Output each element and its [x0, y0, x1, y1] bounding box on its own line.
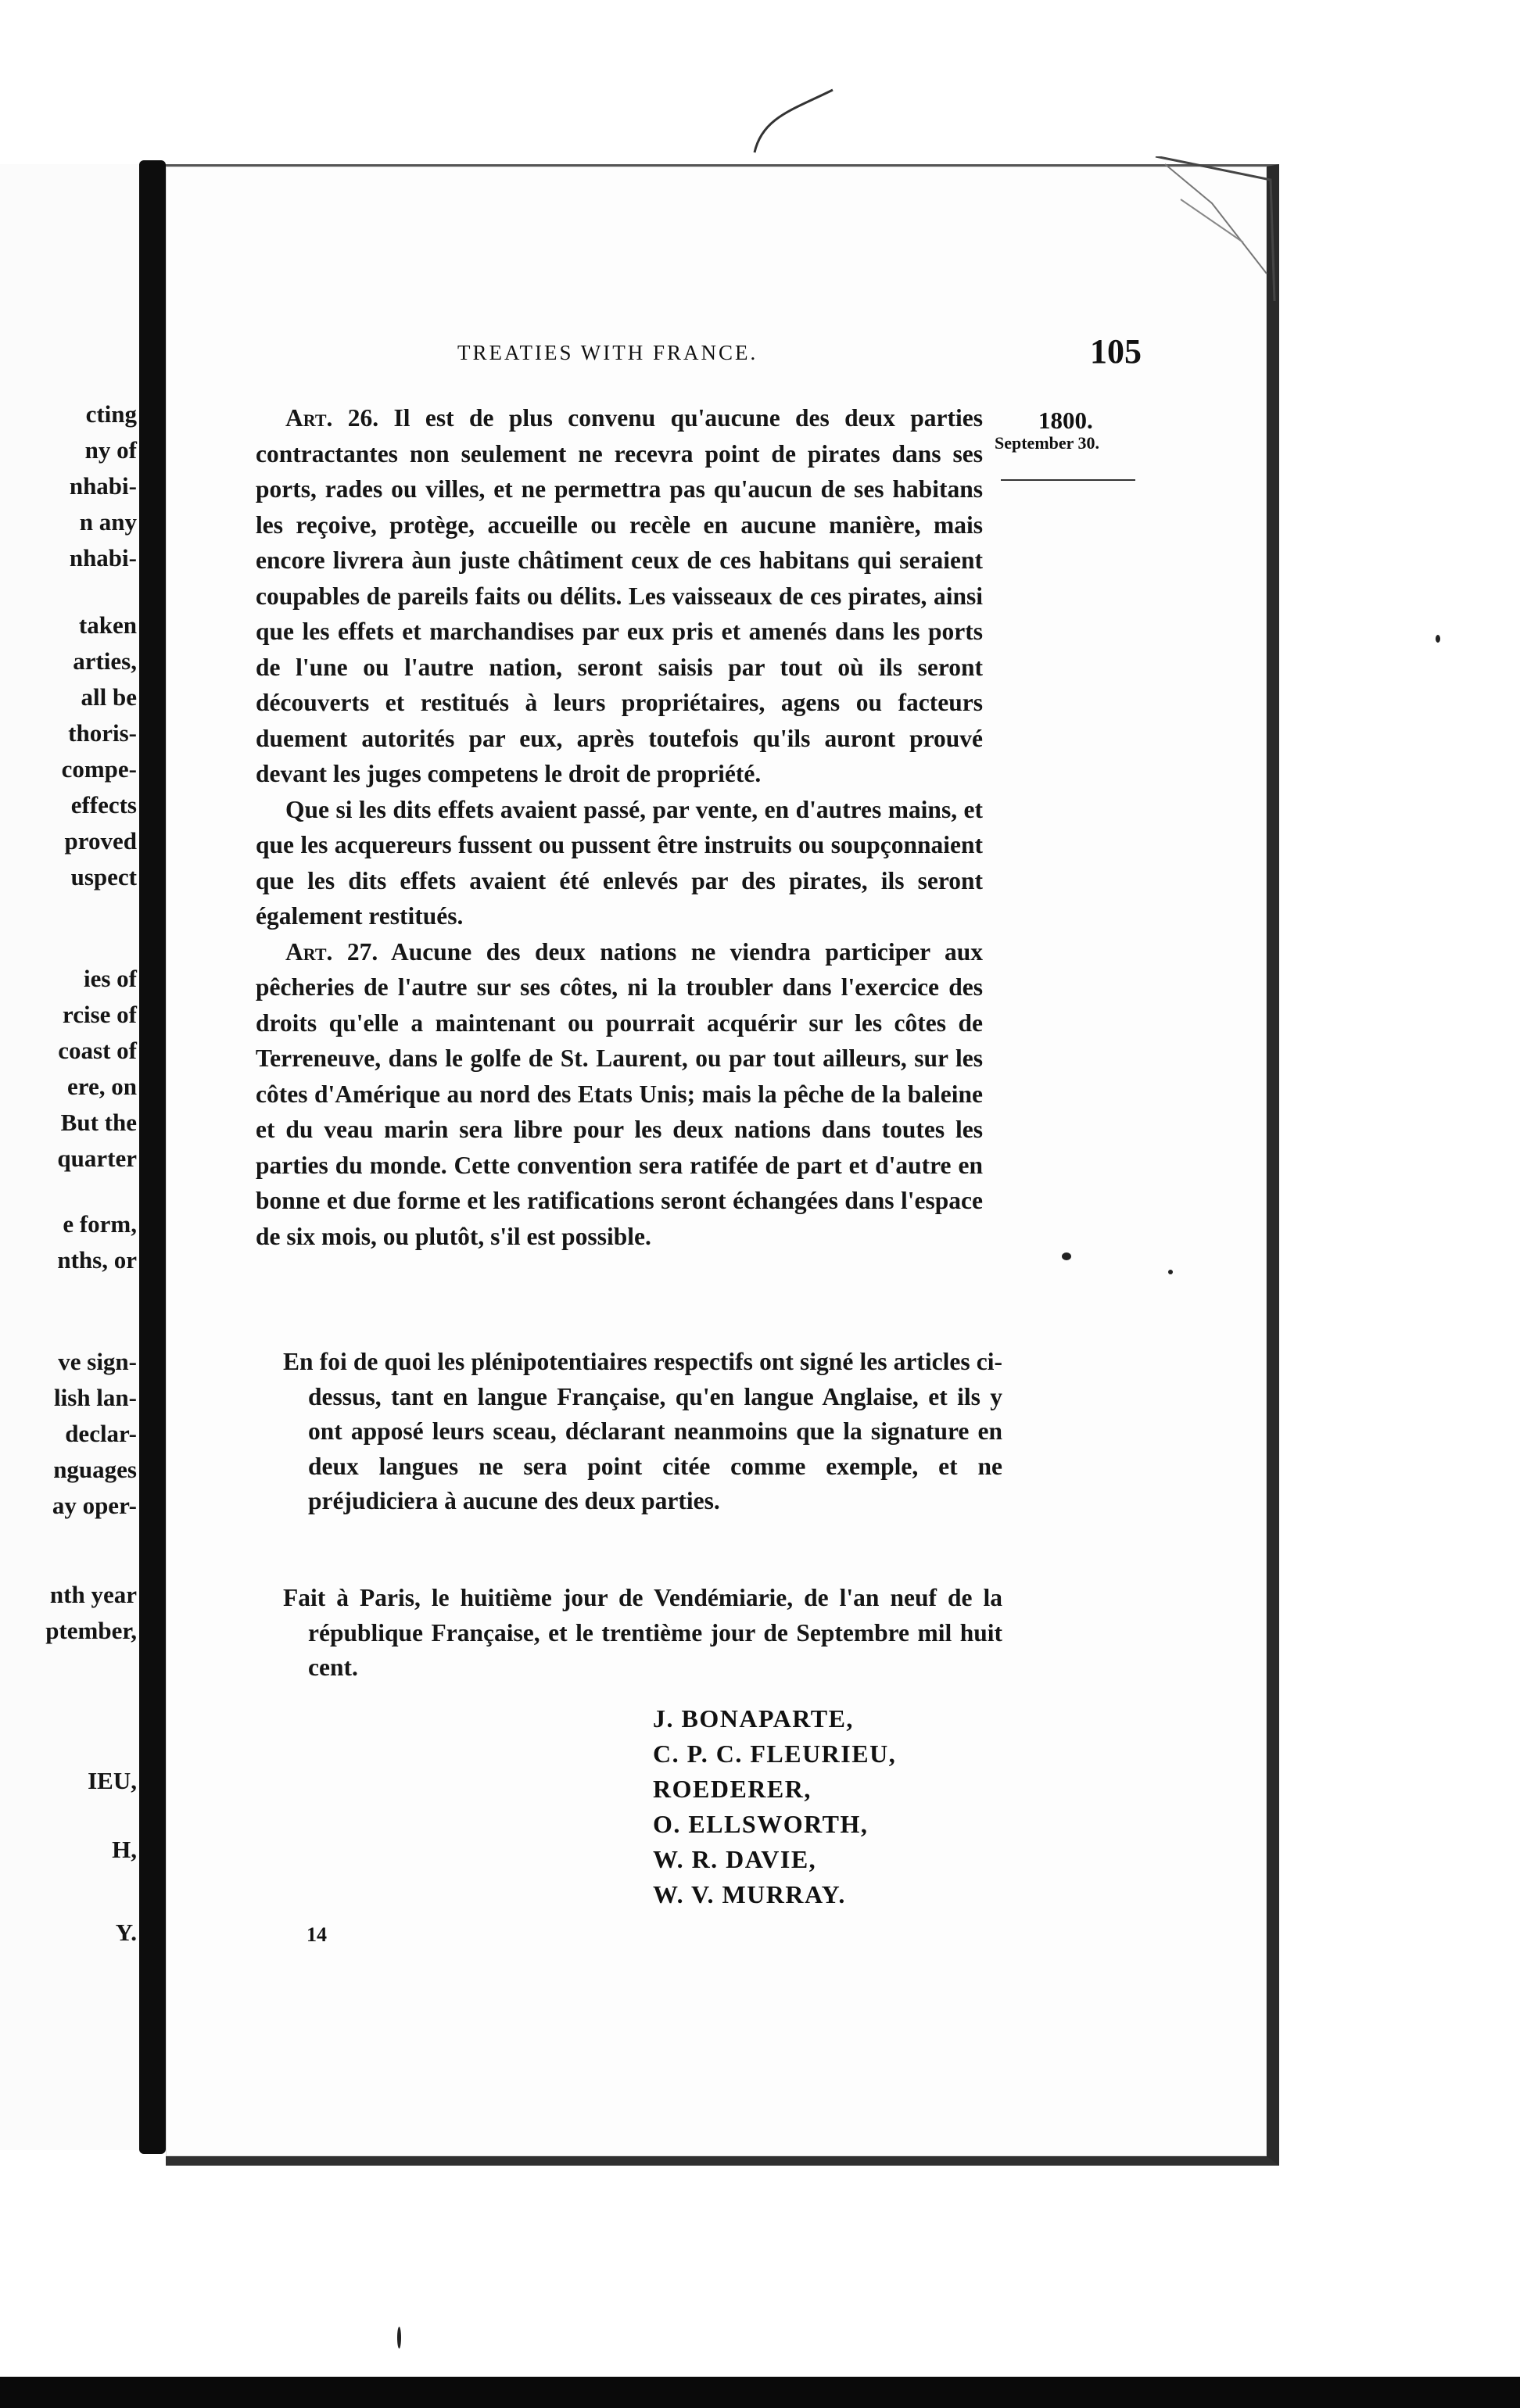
left-page-line: n any — [79, 508, 137, 536]
scan-speck — [1168, 1270, 1173, 1274]
article-27-label: Art. 27. — [285, 937, 378, 966]
signatory: J. BONAPARTE, — [653, 1704, 854, 1733]
left-page-line: ny of — [84, 436, 137, 464]
left-page-line: effects — [70, 791, 137, 819]
article-26-label: Art. 26. — [285, 404, 379, 432]
left-page-line: proved — [64, 827, 137, 855]
signatory: W. V. MURRAY. — [653, 1880, 846, 1908]
left-page-line: uspect — [70, 863, 137, 890]
left-page-line: lish lan- — [54, 1384, 137, 1411]
left-page-line: taken — [78, 611, 137, 639]
article-26-text: Il est de plus convenu qu'aucune des deux parties contractantes non seulement ne recevra point de pirates dans ses ports, rades ou villes, et ne permettra pas qu'aucun de ses habitans les reçoive, protège, accueille ou recèle en aucune manière, mais encore livrera àun juste châtiment ceux de ces habitans qui seraient coupables de pareils faits ou délits. Les vaisseaux de ces pirates, ainsi que les effets et marchandises par eux pris et amenés dans les ports de l'une ou l'autre nation, seront saisis par tout où ils seront découverts et restitués à leurs propriétaires, agens ou facteurs duement autorités par eux, après toutefois qu'ils auront prouvé devant les juges competens le droit de propriété. — [256, 404, 984, 787]
left-page-line: ere, on — [67, 1073, 137, 1100]
article-26-continuation: Que si les dits effets avaient passé, par vente, en d'autres mains, et que les acquereurs fussent ou pussent être instruits ou soupçonnaient que les dits effets avaient été enlevés par des pirates, ils seront également restitués. — [256, 795, 983, 930]
left-page-line: H, — [112, 1836, 137, 1863]
closing-attestation: En foi de quoi les plénipotentiaires respectifs ont signé les articles ci-dessus, tant en langue Française, qu'en langue Anglaise, et ils y ont apposé leurs sceau, déclarant neanmoins que la signature en deux langues ne sera point citée comme exemple, et ne préjudiciera à aucune des deux parties. — [283, 1348, 1002, 1514]
left-page-line: arties, — [73, 647, 137, 675]
left-page-line: But the — [60, 1109, 137, 1136]
article-27-text: Aucune des deux nations ne viendra participer aux pêcheries de l'autre sur ses côtes, ni la troubler dans l'exercice des droits qu'elle a maintenant ou pourrait acquérir sur les côtes de Terreneuve, dans le golfe de St. Laurent, ou par tout ailleurs, sur les côtes d'Amérique au nord des Etats Unis; mais la pêche de la baleine et du veau marin sera libre pour les deux nations dans toutes les parties du monde. Cette convention sera ratifée de part et d'autre en bonne et due forme et les ratifications seront échangées dans l'espace de six mois, ou plutôt, s'il est possible. — [256, 937, 983, 1250]
stray-mark — [747, 86, 841, 156]
closing-dating: Fait à Paris, le huitième jour de Vendémiarie, de l'an neuf de la république Française, et le trentième jour de Septembre mil huit cent. — [283, 1584, 1002, 1681]
margin-rule — [1001, 479, 1135, 481]
left-page-line: declar- — [65, 1420, 137, 1447]
article-26 — [256, 400, 983, 792]
left-page-line: Y. — [115, 1919, 137, 1946]
left-page-line: nths, or — [57, 1246, 137, 1274]
left-page-line: ies of — [83, 965, 137, 992]
margin-year: 1800. — [1038, 407, 1093, 434]
signature-mark: 14 — [307, 1923, 327, 1946]
signatory: W. R. DAVIE, — [653, 1845, 817, 1873]
margin-date: September 30. — [995, 433, 1100, 453]
page-number: 105 — [1090, 332, 1142, 371]
left-page-line: all be — [81, 683, 137, 711]
scan-speck — [397, 2327, 401, 2349]
scan-speck — [1062, 1252, 1071, 1260]
folded-corner — [1149, 156, 1282, 313]
signatory: C. P. C. FLEURIEU, — [653, 1740, 897, 1768]
left-page-line: rcise of — [63, 1001, 137, 1028]
left-page-fragment — [0, 164, 149, 2150]
scan-speck — [1436, 635, 1440, 643]
left-page-line: ptember, — [45, 1617, 137, 1644]
left-page-line: e form, — [63, 1210, 137, 1238]
left-page-line: nth year — [49, 1581, 137, 1608]
scan-bottom-edge — [0, 2377, 1520, 2408]
left-page-line: nguages — [53, 1456, 137, 1483]
running-head: TREATIES WITH FRANCE. — [457, 341, 758, 364]
left-page-line: ve sign- — [58, 1348, 137, 1375]
left-page-line: IEU, — [88, 1767, 137, 1794]
left-page-line: ay oper- — [52, 1492, 137, 1519]
article-text — [256, 400, 983, 1254]
signature-block — [653, 1701, 896, 1912]
left-page-line: nhabi- — [69, 544, 137, 572]
left-page-line: nhabi- — [69, 472, 137, 500]
binding-gutter — [139, 160, 166, 2154]
article-27 — [256, 934, 983, 1255]
signatory: O. ELLSWORTH, — [653, 1810, 869, 1838]
left-page-line: quarter — [57, 1145, 137, 1172]
left-page-line: thoris- — [68, 719, 137, 747]
signatory: ROEDERER, — [653, 1775, 812, 1803]
left-page-line: cting — [85, 400, 137, 428]
left-page-line: compe- — [61, 755, 137, 783]
left-page-line: coast of — [58, 1037, 137, 1064]
